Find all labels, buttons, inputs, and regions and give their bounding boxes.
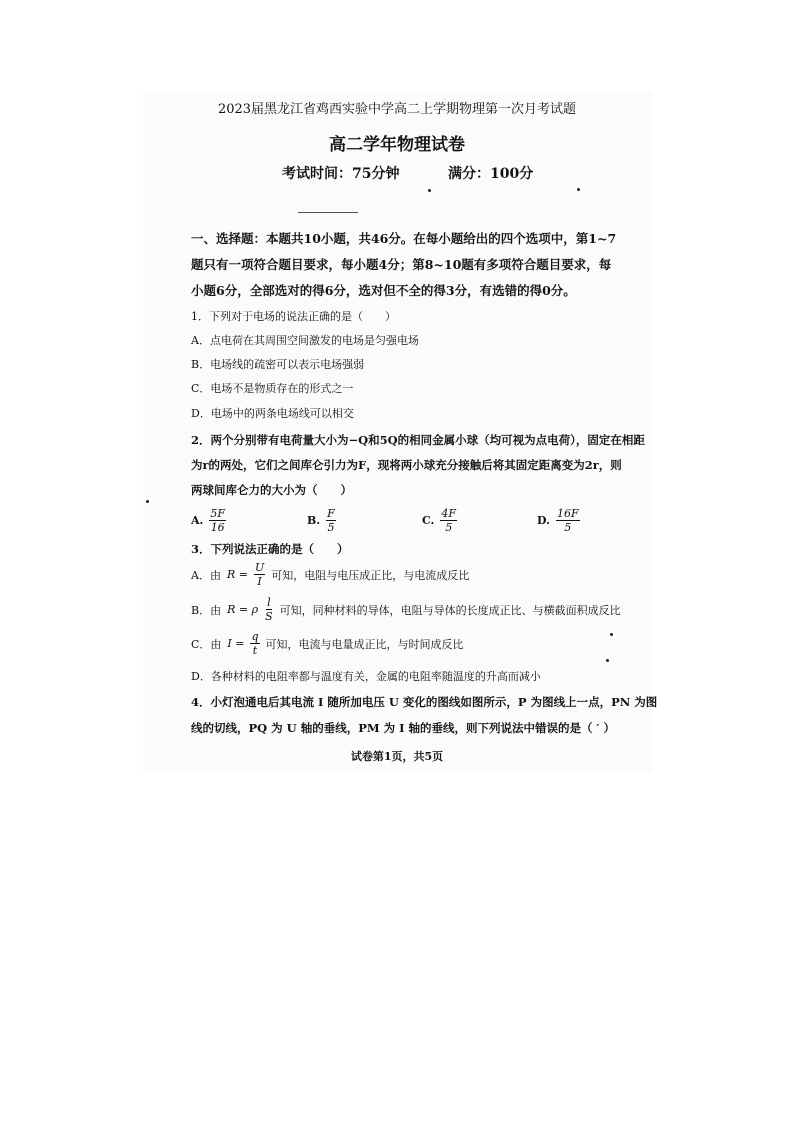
q4-stem-line2: 线的切线，PQ 为 U 轴的垂线，PM 为 I 轴的垂线，则下列说法中错误的是（ ′ ）	[191, 721, 616, 735]
q2-option-letter: D.	[537, 514, 550, 527]
formula-lhs: R = ρ	[227, 603, 259, 616]
q1-stem: 1．下列对于电场的说法正确的是（ ）	[191, 310, 396, 323]
option-text: 可知，电阻与电压成正比，与电流成反比	[271, 568, 470, 582]
section1-instructions-line3: 小题6分，全部选对的得6分，选对但不全的得3分，有选错的得0分。	[191, 283, 576, 298]
q3-option-b	[191, 597, 621, 622]
scan-speck	[146, 500, 149, 503]
fraction-denominator: S	[265, 610, 273, 623]
page-footer: 试卷第1页，共5页	[350, 750, 444, 763]
q2-stem-line3: 两球间库仑力的大小为（ ）	[191, 483, 352, 497]
q2-option-fraction	[556, 508, 580, 533]
fraction-numerator: l	[267, 596, 271, 609]
q2-option-d	[537, 508, 580, 533]
q2-option-fraction	[326, 508, 336, 533]
q3-option-c	[191, 631, 464, 656]
q2-option-fraction	[440, 508, 457, 533]
q2-option-fraction	[209, 508, 226, 533]
q2-option-c	[422, 508, 457, 533]
fraction-denominator: 5	[327, 521, 335, 534]
q3-option-a	[191, 562, 469, 587]
fraction-denominator: I	[257, 575, 262, 588]
section1-instructions-line1: 一、选择题：本题共10小题，共46分。在每小题给出的四个选项中，第1~7	[191, 231, 617, 246]
fraction-denominator: 5	[445, 521, 453, 534]
section1-instructions-line2: 题只有一项符合题目要求，每小题4分；第8~10题有多项符合题目要求，每	[191, 257, 612, 272]
document-title: 2023届黑龙江省鸡西实验中学高二上学期物理第一次月考试题	[217, 102, 577, 117]
q3-option-d: D．各种材料的电阻率都与温度有关，金属的电阻率随温度的升高而减小	[191, 670, 541, 683]
q2-option-b	[307, 508, 336, 533]
exam-subtitle: 高二学年物理试卷	[329, 135, 465, 155]
scan-speck	[606, 659, 609, 662]
fraction-numerator: U	[254, 561, 265, 574]
scan-speck	[428, 189, 431, 192]
formula-lhs: R =	[226, 568, 248, 581]
exam-time: 考试时间：75分钟	[282, 166, 400, 182]
full-score: 满分：100分	[448, 166, 534, 182]
formula-fraction	[254, 562, 265, 587]
option-prefix: C．由	[191, 637, 222, 651]
fraction-numerator: F	[327, 507, 335, 520]
q1-option-d: D．电场中的两条电场线可以相交	[191, 407, 354, 420]
fraction-numerator: 16F	[556, 507, 579, 520]
formula-lhs: I =	[227, 637, 245, 650]
formula-fraction	[250, 631, 259, 656]
scan-artifact	[298, 212, 358, 213]
q2-stem-line1: 2．两个分别带有电荷量大小为−Q和5Q的相同金属小球（均可视为点电荷），固定在相距	[191, 433, 645, 447]
q1-option-b: B．电场线的疏密可以表示电场强弱	[191, 358, 365, 371]
q2-option-letter: C.	[422, 514, 435, 527]
fraction-denominator: 5	[564, 521, 572, 534]
fraction-numerator: 5F	[210, 507, 226, 520]
q2-option-letter: B.	[307, 514, 321, 527]
q2-option-a	[191, 508, 226, 533]
option-prefix: A．由	[191, 568, 221, 582]
scan-speck	[610, 633, 613, 636]
option-text: 可知，电流与电量成正比，与时间成反比	[265, 637, 464, 651]
formula-fraction	[264, 597, 274, 622]
fraction-numerator: 4F	[441, 507, 457, 520]
q4-stem-line1: 4．小灯泡通电后其电流 I 随所加电压 U 变化的图线如图所示，P 为图线上一点，PN 为图	[191, 695, 658, 709]
q3-stem: 3．下列说法正确的是（ ）	[191, 542, 349, 556]
fraction-numerator: q	[251, 630, 259, 643]
scan-speck	[577, 188, 580, 191]
q2-stem-line2: 为r的两处，它们之间库仑引力为F，现将两小球充分接触后将其固定距离变为2r，则	[191, 458, 622, 472]
q1-option-c: C．电场不是物质存在的形式之一	[191, 382, 354, 395]
option-prefix: B．由	[191, 603, 222, 617]
fraction-denominator: t	[252, 644, 258, 657]
fraction-denominator: 16	[210, 521, 225, 534]
q2-option-letter: A.	[191, 514, 204, 527]
q1-option-a: A．点电荷在其周围空间激发的电场是匀强电场	[191, 334, 419, 347]
option-text: 可知，同种材料的导体，电阻与导体的长度成正比、与横截面积成反比	[279, 603, 621, 617]
